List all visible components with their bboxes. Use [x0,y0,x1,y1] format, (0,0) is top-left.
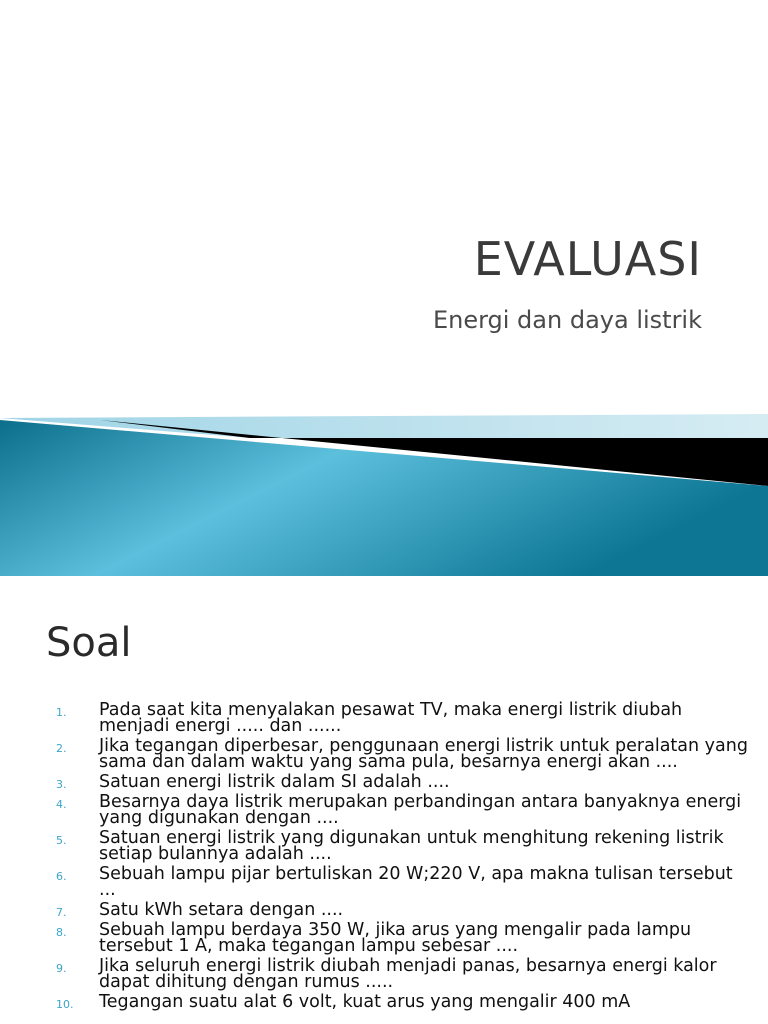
slide-heading: Soal [46,620,132,666]
list-number: 3. [56,778,67,791]
question-text: Jika seluruh energi listrik diubah menjadi panas, besarnya energi kalor dapat dihitung dengan rumus ..... [99,956,717,992]
list-item [0,738,768,770]
list-item [0,902,768,918]
list-item [0,958,768,990]
question-text: Satuan energi listrik dalam SI adalah .... [99,772,450,792]
slide-title: EVALUASI [473,232,702,286]
list-number: 2. [56,742,67,755]
list-item [0,702,768,734]
question-list [0,702,768,1014]
list-item [0,830,768,862]
list-item [0,794,768,826]
list-number: 5. [56,834,67,847]
list-number: 9. [56,962,67,975]
list-number: 6. [56,870,67,883]
question-text: Satuan energi listrik yang digunakan untuk menghitung rekening listrik setiap bulannya adalah .... [99,828,724,864]
list-item [0,774,768,790]
list-number: 4. [56,798,67,811]
decorative-swoosh-band [0,400,768,576]
list-number: 7. [56,906,67,919]
question-text: Tegangan suatu alat 6 volt, kuat arus yang mengalir 400 mA [99,992,631,1012]
slide-subtitle: Energi dan daya listrik [432,306,702,334]
question-text: Besarnya daya listrik merupakan perbandingan antara banyaknya energi yang digunakan dengan .... [99,792,742,828]
list-item [0,866,768,898]
list-number: 10. [56,998,74,1011]
question-text: Jika tegangan diperbesar, penggunaan energi listrik untuk peralatan yang sama dan dalam waktu yang sama pula, besarnya energi akan .... [99,736,748,772]
list-number: 1. [56,706,67,719]
list-number: 8. [56,926,67,939]
list-item [0,994,768,1010]
question-text: Sebuah lampu berdaya 350 W, jika arus yang mengalir pada lampu tersebut 1 A, maka tegangan lampu sebesar .... [99,920,692,956]
list-item [0,922,768,954]
question-text: Satu kWh setara dengan .... [99,900,344,920]
question-text: Pada saat kita menyalakan pesawat TV, maka energi listrik diubah menjadi energi ..... dan ...... [99,700,683,736]
questions-slide [0,576,768,1024]
question-text: Sebuah lampu pijar bertuliskan 20 W;220 V, apa makna tulisan tersebut ... [99,864,733,900]
